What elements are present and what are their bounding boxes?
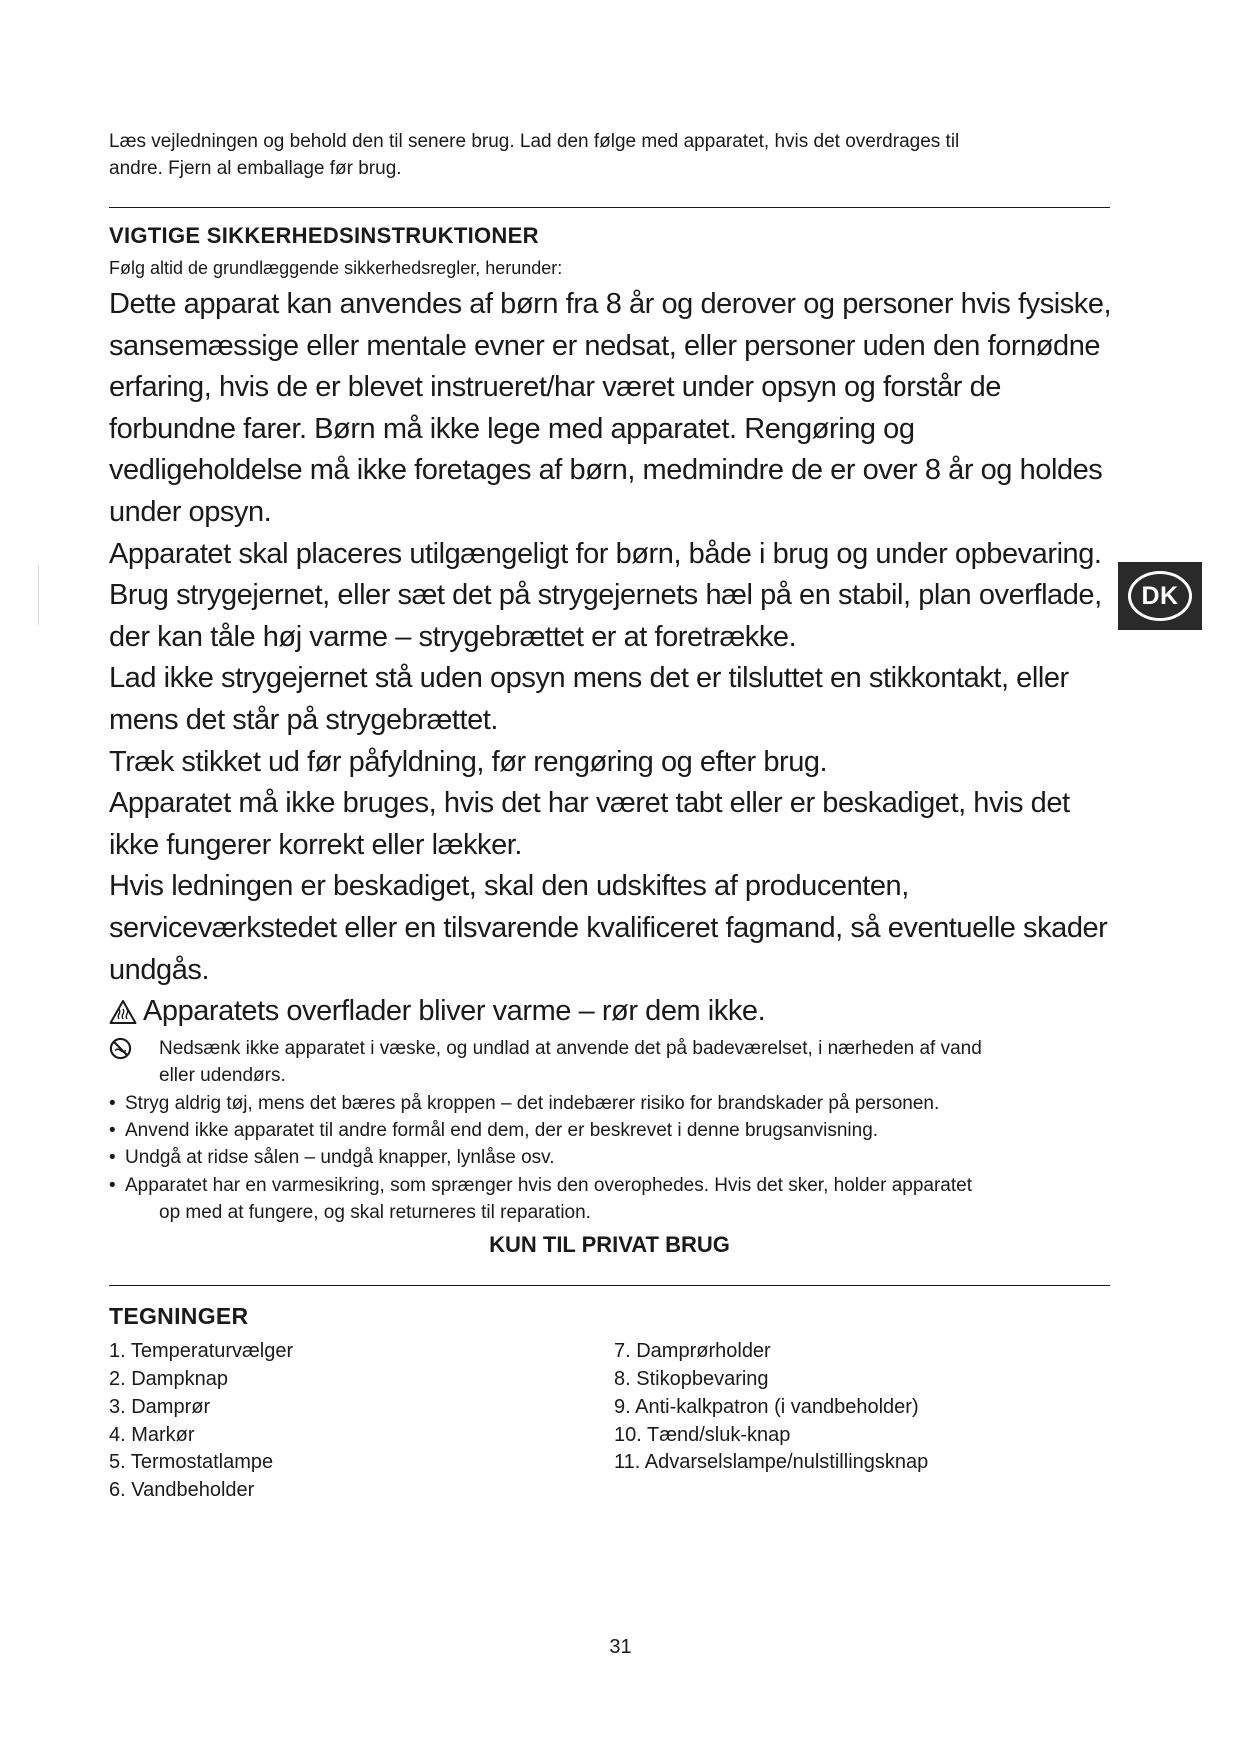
- safety-line: forbundne farer. Børn må ikke lege med apparatet. Rengøring og: [109, 412, 915, 445]
- no-immersion-icon: [109, 1037, 132, 1060]
- safety-line: undgås.: [109, 953, 210, 986]
- part-item: 10. Tænd/sluk-knap: [614, 1423, 791, 1446]
- bullet-item: • Undgå at ridse sålen – undgå knapper, lynlåse osv.: [109, 1144, 1119, 1171]
- bullet-item: • Apparatet har en varmesikring, som sprænger hvis den overophedes. Hvis det sker, holder apparatet: [109, 1172, 1119, 1199]
- safety-line: Brug strygejernet, eller sæt det på strygejernets hæl på en stabil, plan overflade,: [109, 579, 1102, 612]
- safety-line: Apparatet må ikke bruges, hvis det har været tabt eller er beskadiget, hvis det: [109, 787, 1070, 820]
- safety-line: sansemæssige eller mentale evner er nedsat, eller personer uden den fornødne: [109, 329, 1101, 362]
- bullet-item: • Stryg aldrig tøj, mens det bæres på kroppen – det indebærer risiko for brandskader på personen.: [109, 1090, 1119, 1117]
- safety-heading: VIGTIGE SIKKERHEDSINSTRUKTIONER: [109, 223, 539, 248]
- safety-line: mens det står på strygebrættet.: [109, 703, 499, 736]
- safety-line: under opsyn.: [109, 495, 272, 528]
- section-divider: [109, 207, 1110, 208]
- language-tab: [1118, 562, 1202, 630]
- additional-instructions: [109, 1035, 1119, 1226]
- intro-text: [109, 128, 1119, 182]
- private-use-notice: KUN TIL PRIVAT BRUG: [489, 1232, 730, 1258]
- intro-line: Læs vejledningen og behold den til senere brug. Lad den følge med apparatet, hvis det overdrages til: [109, 131, 960, 152]
- safety-line: der kan tåle høj varme – strygebrættet er at foretrække.: [109, 620, 797, 653]
- part-item: 11. Advarselslampe/nulstillingsknap: [614, 1451, 929, 1474]
- parts-column-left: [109, 1338, 614, 1505]
- section-divider: [109, 1285, 1110, 1286]
- part-item: 2. Dampknap: [109, 1367, 228, 1390]
- bullet-item: • Anvend ikke apparatet til andre formål end dem, der er beskrevet i denne brugsanvisning.: [109, 1117, 1119, 1144]
- page-number: 31: [609, 1636, 632, 1658]
- safety-line: Apparatet skal placeres utilgængeligt for børn, både i brug og under opbevaring.: [109, 537, 1102, 570]
- instruction-text: Nedsænk ikke apparatet i væske, og undlad at anvende det på badeværelset, i nærheden af vand: [159, 1038, 982, 1060]
- safety-line: vedligeholdelse må ikke foretages af børn, medmindre de er over 8 år og holdes: [109, 454, 1103, 487]
- safety-line: Hvis ledningen er beskadiget, skal den udskiftes af producenten,: [109, 870, 909, 903]
- part-item: 4. Markør: [109, 1423, 195, 1446]
- safety-line: Lad ikke strygejernet stå uden opsyn mens det er tilsluttet en stikkontakt, eller: [109, 662, 1069, 695]
- intro-line: andre. Fjern al emballage før brug.: [109, 158, 402, 179]
- bullet-continuation: op med at fungere, og skal returneres til reparation.: [159, 1201, 591, 1223]
- part-item: 7. Damprørholder: [614, 1340, 771, 1363]
- safety-line: ikke fungerer korrekt eller lækker.: [109, 828, 522, 861]
- parts-list: [109, 1338, 1119, 1505]
- language-code: DK: [1141, 581, 1179, 610]
- parts-column-right: [614, 1338, 1119, 1505]
- drawings-heading: TEGNINGER: [109, 1303, 249, 1330]
- safety-line: serviceværkstedet eller en tilsvarende kvalificeret fagmand, så eventuelle skader: [109, 911, 1108, 944]
- hot-surface-text: Apparatets overflader bliver varme – rør dem ikke.: [143, 995, 766, 1028]
- part-item: 5. Termostatlampe: [109, 1451, 274, 1474]
- part-item: 3. Damprør: [109, 1395, 211, 1418]
- instruction-text: eller udendørs.: [159, 1065, 286, 1087]
- hot-surface-warning-icon: [109, 999, 137, 1025]
- safety-line: Dette apparat kan anvendes af børn fra 8 år og derover og personer hvis fysiske,: [109, 288, 1112, 320]
- safety-instructions: [109, 284, 1119, 1032]
- no-water-instruction: [109, 1035, 1119, 1090]
- margin-mark: [38, 565, 39, 625]
- hot-surface-warning: [109, 991, 1119, 1032]
- part-item: 1. Temperaturvælger: [109, 1340, 294, 1363]
- part-item: 8. Stikopbevaring: [614, 1367, 769, 1390]
- safety-line: Træk stikket ud før påfyldning, før rengøring og efter brug.: [109, 745, 828, 778]
- safety-line: erfaring, hvis de er blevet instrueret/har været under opsyn og forstår de: [109, 371, 1001, 404]
- manual-page: [109, 128, 1119, 1505]
- safety-subheading: Følg altid de grundlæggende sikkerhedsregler, herunder:: [109, 258, 563, 278]
- language-badge: [1128, 571, 1192, 621]
- part-item: 9. Anti-kalkpatron (i vandbeholder): [614, 1395, 919, 1418]
- part-item: 6. Vandbeholder: [109, 1479, 255, 1502]
